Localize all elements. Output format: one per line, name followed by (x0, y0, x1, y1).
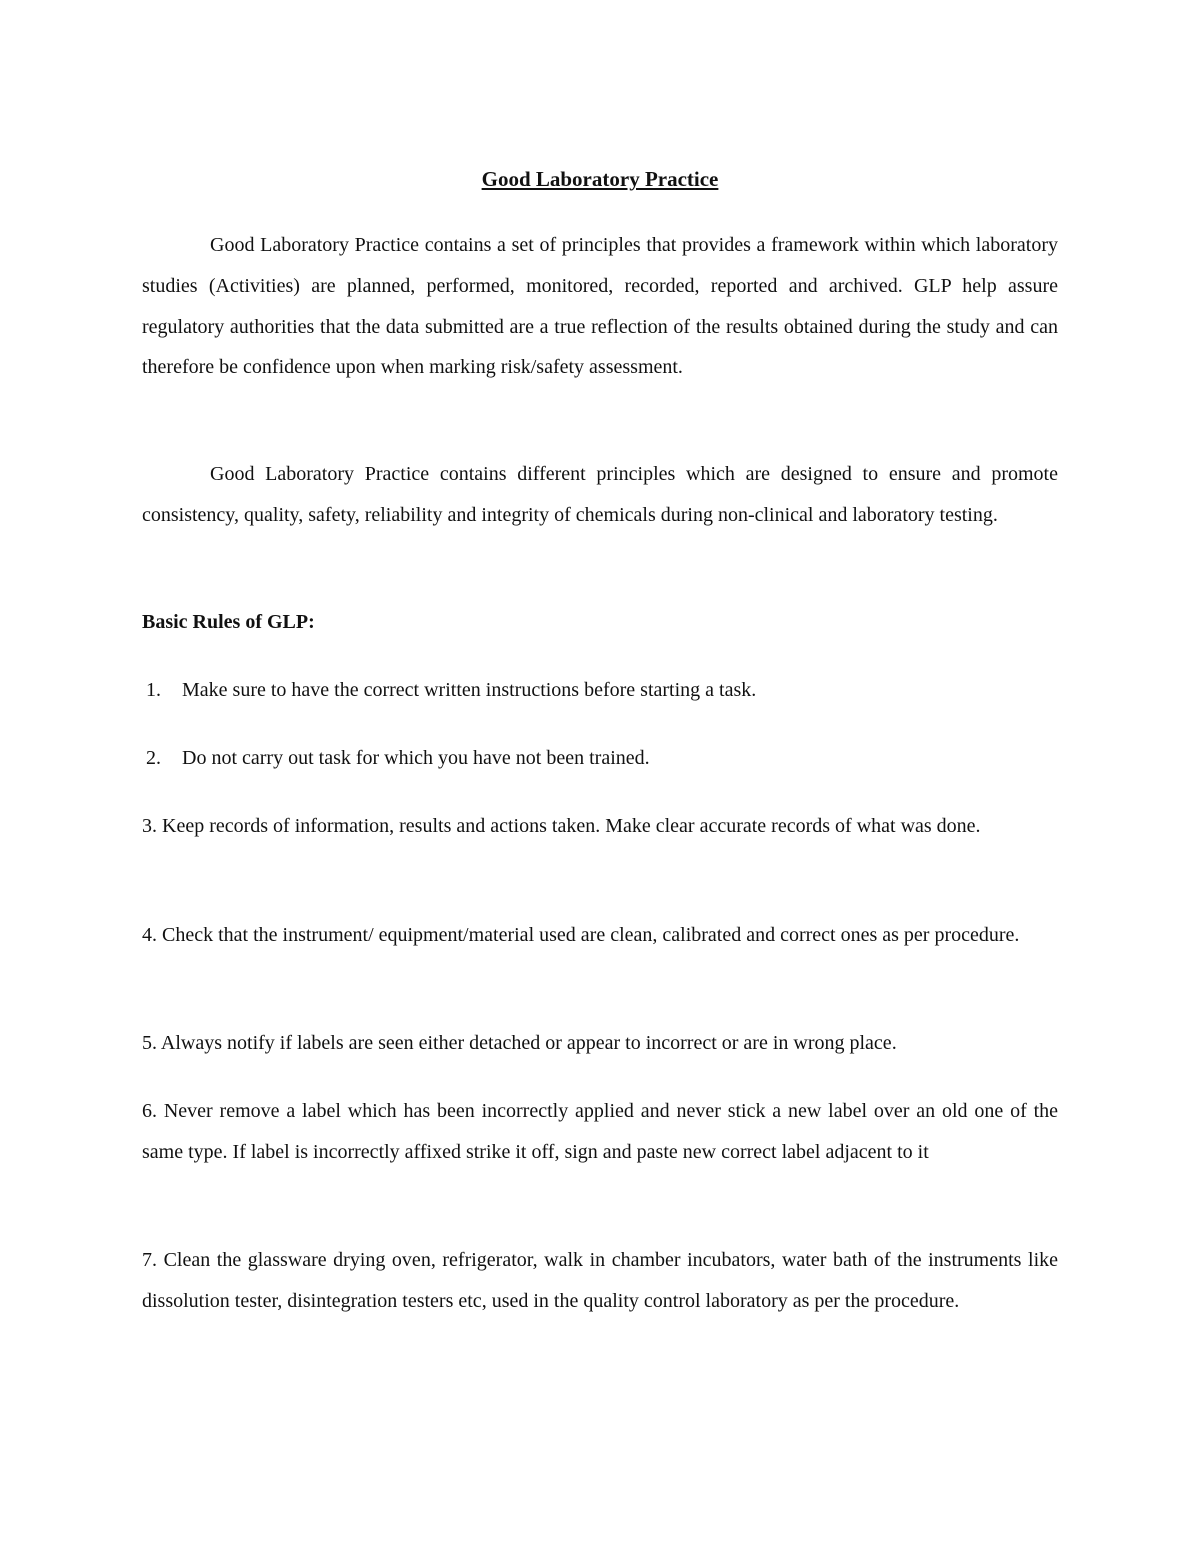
rule-item-1 (146, 670, 1058, 711)
rule-text: Keep records of information, results and actions taken. Make clear accurate records of what was done. (162, 815, 981, 837)
rule-text: Clean the glassware drying oven, refrigerator, walk in chamber incubators, water bath of the instruments like dissolution tester, disintegration testers etc, used in the quality control laboratory as per the procedure. (142, 1249, 1059, 1312)
rule-item-6 (142, 1091, 1058, 1173)
rule-number: 7. (142, 1249, 157, 1271)
rule-text: Always notify if labels are seen either detached or appear to incorrect or are in wrong place. (160, 1032, 897, 1054)
rule-text: Make sure to have the correct written instructions before starting a task. (182, 679, 757, 701)
rule-item-5 (142, 1023, 1058, 1064)
rule-number: 2. (146, 747, 161, 769)
rule-number: 4. (142, 924, 157, 946)
rule-item-4 (142, 915, 1058, 956)
rules-heading: Basic Rules of GLP: (142, 611, 315, 633)
rule-number: 6. (142, 1100, 157, 1122)
rule-text: Do not carry out task for which you have not been trained. (182, 747, 650, 769)
rule-item-7 (142, 1240, 1058, 1322)
principles-paragraph: Good Laboratory Practice contains different principles which are designed to ensure and promote consistency, quality, safety, reliability and integrity of chemicals during non-clinical and laboratory testing. (142, 463, 1058, 526)
rule-item-2 (146, 738, 1058, 779)
rule-number: 5. (142, 1032, 157, 1054)
intro-paragraph: Good Laboratory Practice contains a set of principles that provides a framework within which laboratory studies (Activities) are planned, performed, monitored, recorded, reported and archived. GLP help assure regulatory authorities that the data submitted are a true reflection of the results obtained during the study and can therefore be confidence upon when marking risk/safety assessment. (142, 234, 1058, 379)
rule-text: Check that the instrument/ equipment/material used are clean, calibrated and correct ones as per procedure. (162, 924, 1020, 946)
rule-text: Never remove a label which has been incorrectly applied and never stick a new label over an old one of the same type. If label is incorrectly affixed strike it off, sign and paste new correct label adjacent to it (142, 1100, 1059, 1163)
document-title: Good Laboratory Practice (481, 167, 719, 191)
rule-number: 1. (146, 679, 161, 701)
rule-number: 3. (142, 815, 157, 837)
rule-item-3 (142, 806, 1058, 847)
